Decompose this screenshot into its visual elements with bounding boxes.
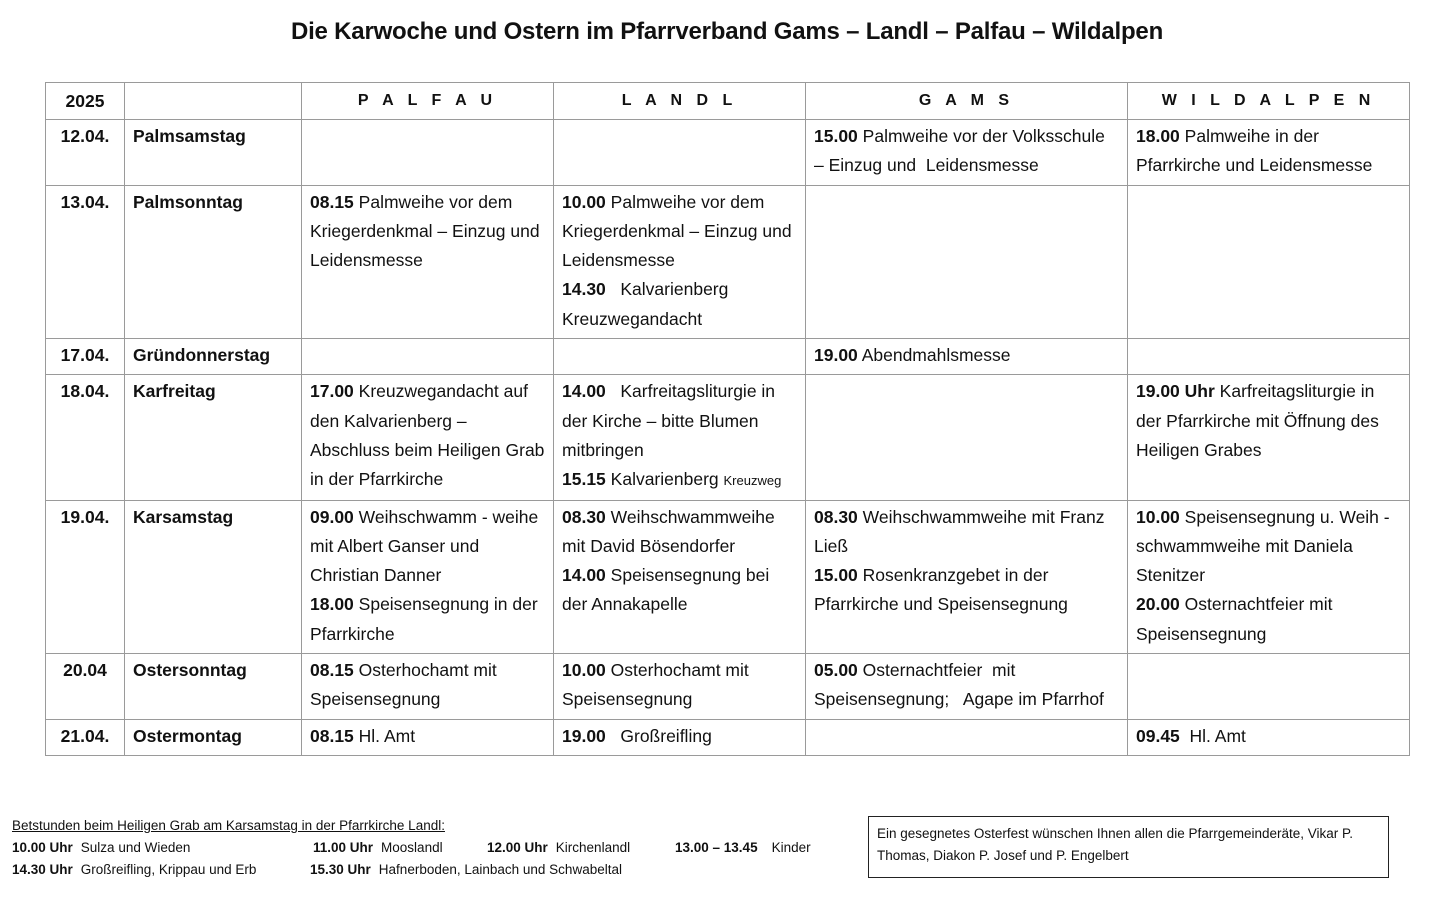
table-row [46, 375, 1410, 500]
event-time: 19.00 Uhr [1136, 381, 1215, 402]
event-entry [310, 656, 545, 715]
event-entry [310, 188, 545, 276]
header-wildalpen: W I L D A L P E N [1128, 83, 1410, 120]
event-entry [310, 377, 550, 494]
cell-landl [554, 500, 806, 653]
schedule-table [45, 82, 1410, 756]
event-text: Palmweihe vor dem Kriegerdenkmal – Einzug und Leidensmesse [310, 191, 545, 271]
cell-wildalpen [1128, 719, 1410, 755]
row-day: Palmsamstag [125, 120, 302, 186]
table-row [46, 339, 1410, 375]
cell-landl [554, 719, 806, 755]
event-entry [562, 377, 797, 465]
row-date: 19.04. [46, 500, 125, 653]
event-time: 15.00 [814, 126, 858, 146]
event-time: 20.00 [1136, 594, 1180, 615]
betstunden-entry: 13.00 – 13.45 Kinder [675, 840, 811, 855]
event-entry [562, 722, 797, 751]
cell-gams [806, 500, 1128, 653]
row-date: 18.04. [46, 375, 125, 500]
cell-wildalpen [1128, 120, 1410, 186]
event-time: 10.00 [562, 660, 606, 681]
event-entry [310, 590, 545, 649]
cell-landl [554, 375, 806, 500]
cell-wildalpen [1128, 375, 1410, 500]
table-row [46, 185, 1410, 338]
event-time: 08.15 [310, 660, 354, 681]
header-palfau: P A L F A U [302, 83, 554, 120]
table-row [46, 120, 1410, 186]
header-gams: G A M S [806, 83, 1128, 120]
betstunden-entry: 15.30 Uhr Hafnerboden, Lainbach und Schwabeltal [310, 862, 622, 877]
event-text: Osterhochamt mit Speisensegnung [310, 660, 502, 710]
row-date: 13.04. [46, 185, 125, 338]
cell-palfau [302, 185, 554, 338]
event-entry [814, 122, 1119, 181]
event-entry [310, 722, 545, 751]
event-note: Kreuzweg [723, 473, 782, 489]
event-time: 09.45 [1136, 725, 1180, 746]
event-text: Osternachtfeier mit Speisensegnung; Agape im Pfarrhof [814, 660, 1104, 710]
event-text: Palmweihe vor der Volksschule – Einzug und Leidensmesse [814, 126, 1110, 176]
event-time: 15.15 [562, 469, 606, 490]
header-day [125, 83, 302, 120]
event-entry [562, 503, 797, 562]
cell-palfau [302, 375, 554, 500]
betstunden-entry: 12.00 Uhr Kirchenlandl [487, 840, 631, 855]
page-title: Die Karwoche und Ostern im Pfarrverband Gams – Landl – Palfau – Wildalpen [290, 18, 1164, 45]
event-text: Osternachtfeier mit Speisensegnung [1136, 594, 1338, 644]
event-entry [310, 503, 545, 591]
event-time: 14.00 [562, 381, 606, 402]
betstunden-entry: 14.30 Uhr Großreifling, Krippau und Erb [12, 862, 257, 877]
table-row [46, 654, 1410, 720]
cell-gams [806, 654, 1128, 720]
event-text: Palmweihe vor dem Kriegerdenkmal – Einzug und Leidensmesse [562, 191, 797, 271]
row-day: Ostersonntag [125, 654, 302, 720]
event-text: Weihschwammweihe mit David Bösendorfer [562, 506, 780, 556]
event-text: Kalvarienberg [605, 469, 724, 490]
event-entry [1136, 122, 1401, 181]
event-text: Karfreitagsliturgie in der Kirche – bitte Blumen mitbringen [562, 381, 780, 460]
event-entry [1136, 503, 1401, 591]
event-entry [814, 503, 1119, 562]
betstunden-entry: 10.00 Uhr Sulza und Wieden [12, 840, 191, 855]
cell-wildalpen [1128, 185, 1410, 338]
event-text: Speisensegnung in der Pfarrkirche [310, 594, 543, 644]
cell-palfau [302, 500, 554, 653]
betstunden-section [12, 815, 872, 881]
event-text: Großreifling [605, 725, 712, 746]
greeting-box: Ein gesegnetes Osterfest wünschen Ihnen allen die Pfarrgemeinderäte, Vikar P. Thomas, Diakon P. Josef und P. Engelbert [868, 816, 1389, 878]
event-entry [562, 465, 797, 495]
event-entry [1136, 590, 1401, 649]
event-time: 14.00 [562, 565, 606, 586]
event-text: Hl. Amt [353, 725, 416, 746]
header-year: 2025 [46, 83, 125, 120]
table-header-row [46, 83, 1410, 120]
event-entry [562, 561, 797, 620]
cell-gams [806, 120, 1128, 186]
cell-gams [806, 185, 1128, 338]
event-text: Kalvarienberg Kreuzwegandacht [562, 279, 734, 329]
row-day: Gründonnerstag [125, 339, 302, 375]
row-day: Ostermontag [125, 719, 302, 755]
cell-gams [806, 719, 1128, 755]
cell-gams [806, 375, 1128, 500]
cell-wildalpen [1128, 654, 1410, 720]
schedule-body [46, 120, 1410, 756]
cell-landl [554, 339, 806, 375]
cell-wildalpen [1128, 339, 1410, 375]
cell-landl [554, 120, 806, 186]
event-entry [1136, 377, 1401, 465]
event-entry [1136, 722, 1401, 751]
event-text: Kreuzwegandacht auf den Kalvarienberg – Abschluss beim Heiligen Grab in der Pfarrkirche [310, 381, 550, 490]
row-date: 12.04. [46, 120, 125, 186]
event-entry [562, 275, 797, 334]
event-time: 10.00 [1136, 506, 1180, 527]
event-time: 08.30 [814, 506, 858, 527]
event-entry [562, 188, 797, 276]
row-date: 21.04. [46, 719, 125, 755]
event-time: 18.00 [310, 594, 354, 615]
event-text: Osterhochamt mit Speisensegnung [562, 660, 754, 710]
event-entry [814, 656, 1119, 715]
event-text: Abendmahlsmesse [857, 345, 1011, 366]
event-entry [814, 341, 1119, 370]
table-row [46, 719, 1410, 755]
event-time: 18.00 [1136, 126, 1180, 146]
event-time: 14.30 [562, 279, 606, 300]
betstunden-row-1 [12, 837, 872, 859]
event-time: 08.30 [562, 506, 606, 527]
event-entry [814, 561, 1119, 620]
event-text: Rosenkranzgebet in der Pfarrkirche und Speisensegnung [814, 565, 1068, 615]
event-time: 15.00 [814, 565, 858, 586]
event-text: Weihschwamm - weihe mit Albert Ganser und Christian Danner [310, 506, 544, 586]
event-text: Speisensegnung u. Weih - schwammweihe mit Daniela Stenitzer [1136, 506, 1395, 586]
event-time: 05.00 [814, 660, 858, 681]
table-row [46, 500, 1410, 653]
event-text: Hl. Amt [1179, 725, 1246, 746]
cell-palfau [302, 654, 554, 720]
event-time: 10.00 [562, 191, 606, 212]
cell-palfau [302, 120, 554, 186]
cell-wildalpen [1128, 500, 1410, 653]
cell-palfau [302, 719, 554, 755]
row-day: Karsamstag [125, 500, 302, 653]
event-text: Speisensegnung bei der Annakapelle [562, 565, 775, 615]
event-text: Karfreitagsliturgie in der Pfarrkirche mit Öffnung des Heiligen Grabes [1136, 381, 1384, 460]
betstunden-heading: Betstunden beim Heiligen Grab am Karsamstag in der Pfarrkirche Landl: [12, 818, 445, 833]
event-text: Palmweihe in der Pfarrkirche und Leidensmesse [1136, 126, 1373, 176]
event-time: 19.00 [562, 725, 606, 746]
header-landl: L A N D L [554, 83, 806, 120]
event-time: 09.00 [310, 506, 354, 527]
cell-palfau [302, 339, 554, 375]
row-date: 17.04. [46, 339, 125, 375]
event-text: Weihschwammweihe mit Franz Ließ [814, 506, 1110, 556]
event-time: 08.15 [310, 725, 354, 746]
event-time: 19.00 [814, 345, 858, 366]
cell-landl [554, 654, 806, 720]
event-time: 17.00 [310, 381, 354, 402]
cell-gams [806, 339, 1128, 375]
betstunden-entry: 11.00 Uhr Mooslandl [313, 840, 443, 855]
row-day: Palmsonntag [125, 185, 302, 338]
betstunden-row-2 [12, 859, 872, 881]
event-entry [562, 656, 797, 715]
cell-landl [554, 185, 806, 338]
row-date: 20.04 [46, 654, 125, 720]
row-day: Karfreitag [125, 375, 302, 500]
event-time: 08.15 [310, 191, 354, 212]
